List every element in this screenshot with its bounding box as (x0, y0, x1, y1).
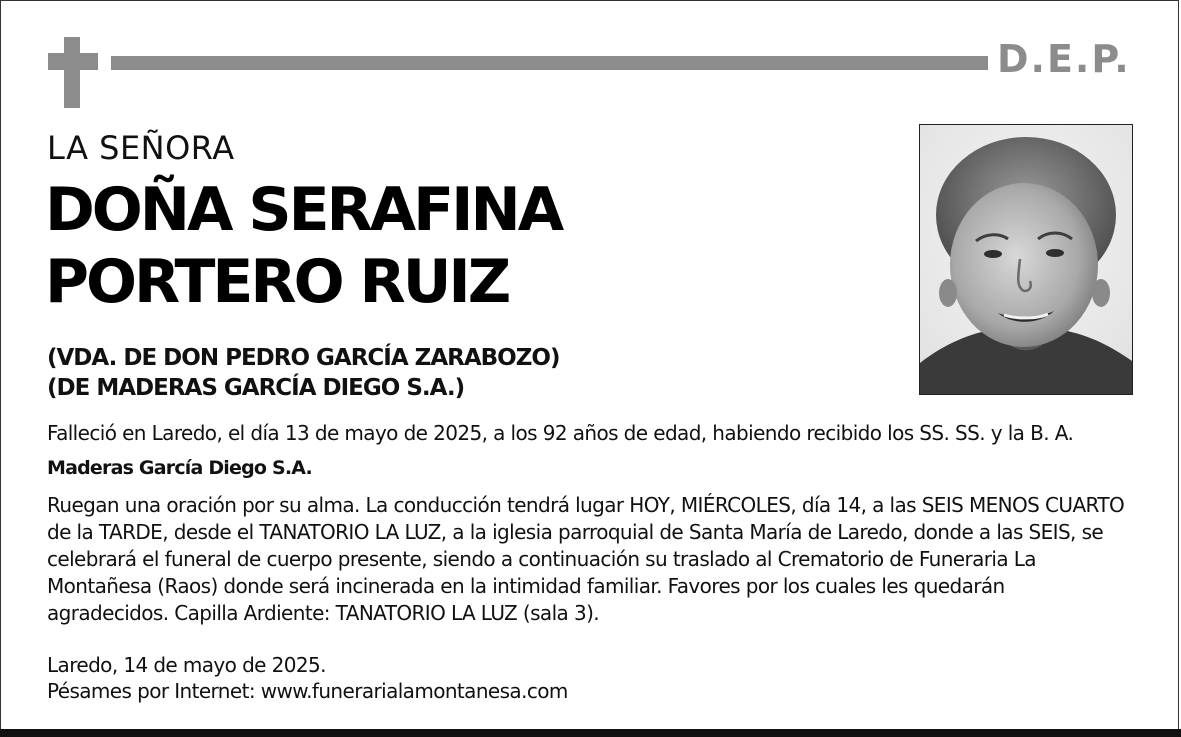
portrait-image (920, 125, 1132, 394)
footer (47, 652, 568, 704)
service-details: Ruegan una oración por su alma. La conducción tendrá lugar HOY, MIÉRCOLES, día 14, a las SEIS MENOS CUARTO de la TARDE, desde el TANATORIO LA LUZ, a la iglesia parroquial de Santa María de Laredo, donde a las SEIS, se celebrará el funeral de cuerpo presente, siendo a continuación su traslado al Crematorio de Funeraria La Montañesa (Raos) donde será incinerada en la intimidad familiar. Favores por los cuales les quedarán agradecidos. Capilla Ardiente: TANATORIO LA LUZ (sala 3). (47, 493, 1125, 625)
cross-icon-bar (48, 53, 98, 70)
header-rule (111, 56, 988, 70)
dep-label: D.E.P. (997, 37, 1131, 81)
bottom-border (0, 729, 1181, 737)
cross-icon (64, 37, 80, 108)
company-name: Maderas García Diego S.A. (47, 457, 312, 479)
deceased-name-line1: DOÑA SERAFINA (45, 175, 562, 245)
subtitle-line2: (DE MADERAS GARCÍA DIEGO S.A.) (47, 375, 465, 401)
deceased-name-line2: PORTERO RUIZ (45, 247, 509, 317)
place-date: Laredo, 14 de mayo de 2025. (47, 653, 326, 677)
condolences-line: Pésames por Internet: www.funerarialamontanesa.com (47, 679, 568, 703)
deceased-subtitle (47, 343, 559, 403)
honorific-title: LA SEÑORA (47, 129, 235, 167)
death-notice: Falleció en Laredo, el día 13 de mayo de 2025, a los 92 años de edad, habiendo recibido los SS. SS. y la B. A. (47, 421, 1074, 445)
portrait-photo (919, 124, 1133, 395)
deceased-name (45, 174, 561, 318)
subtitle-line1: (VDA. DE DON PEDRO GARCÍA ZARABOZO) (47, 345, 560, 371)
